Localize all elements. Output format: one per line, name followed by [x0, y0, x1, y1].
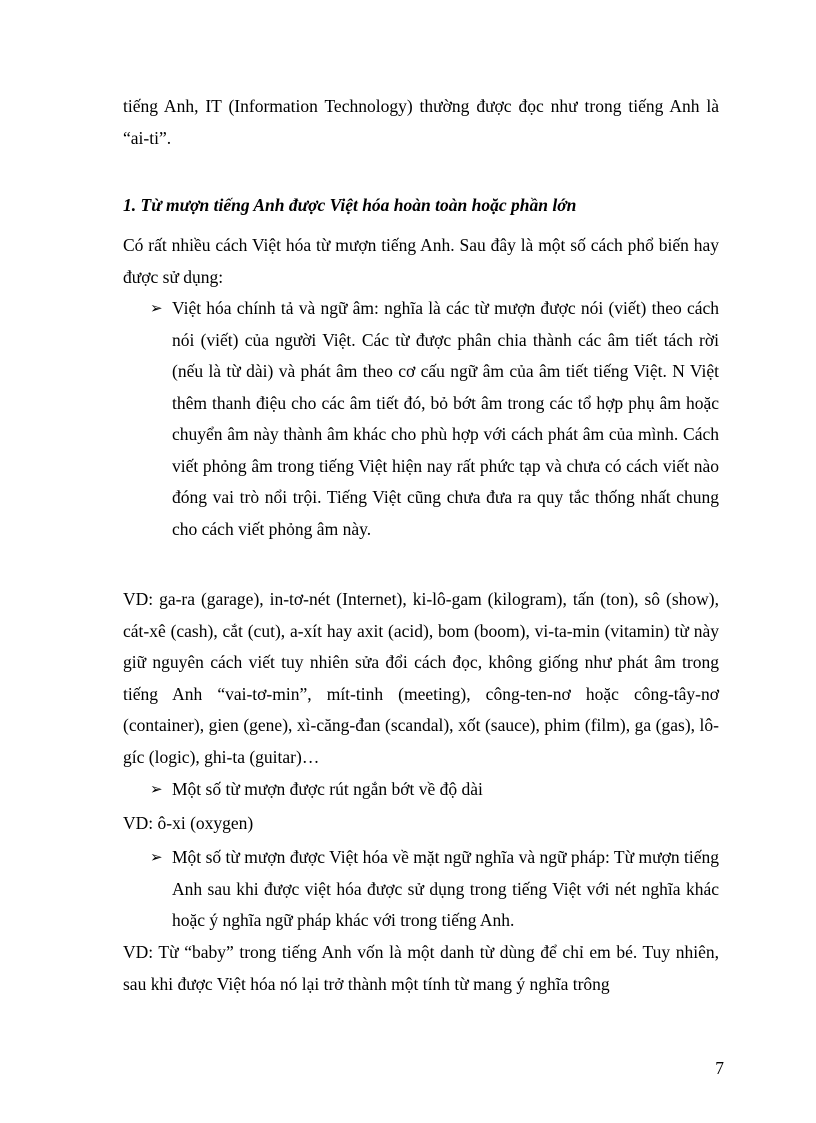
bullet-2-text: Một số từ mượn được rút ngắn bớt về độ dài — [172, 779, 483, 799]
page-number: 7 — [715, 1058, 724, 1078]
example-2-paragraph: VD: ô-xi (oxygen) — [123, 813, 254, 833]
bullet-item-3 — [150, 842, 719, 937]
bullet-item-1 — [150, 293, 719, 545]
section-heading: 1. Từ mượn tiếng Anh được Việt hóa hoàn toàn hoặc phần lớn — [123, 195, 577, 215]
bullet-item-2 — [150, 774, 719, 806]
bullet-arrow-icon: ➢ — [150, 299, 163, 317]
example-1-paragraph: VD: ga-ra (garage), in-tơ-nét (Internet), ki-lô-gam (kilogram), tấn (ton), sô (show), cát-xê (cash), cắt (cut), a-xít hay axit (acid), bom (boom), vi-ta-min (vitamin) từ này giữ nguyên cách viết tuy nhiên sửa đổi cách đọc, không giống như phát âm trong tiếng Anh “vai-tơ-min”, mít-tinh (meeting), công-ten-nơ hoặc công-tây-nơ (container), gien (gene), xì-căng-đan (scandal), xốt (sauce), phim (film), ga (gas), lô-gíc (logic), ghi-ta (guitar)… — [123, 589, 719, 767]
intro-paragraph: tiếng Anh, IT (Information Technology) thường được đọc như trong tiếng Anh là “ai-ti”. — [123, 96, 719, 148]
example-3-paragraph: VD: Từ “baby” trong tiếng Anh vốn là một danh từ dùng để chỉ em bé. Tuy nhiên, sau khi được Việt hóa nó lại trở thành một tính từ mang ý nghĩa trông — [123, 942, 719, 994]
section-intro-paragraph: Có rất nhiều cách Việt hóa từ mượn tiếng Anh. Sau đây là một số cách phổ biến hay được sử dụng: — [123, 235, 719, 287]
bullet-3-text: Một số từ mượn được Việt hóa về mặt ngữ nghĩa và ngữ pháp: Từ mượn tiếng Anh sau khi được việt hóa được sử dụng trong tiếng Việt với nét nghĩa khác hoặc ý nghĩa ngữ pháp khác với trong tiếng Anh. — [172, 847, 719, 930]
bullet-1-text: Việt hóa chính tả và ngữ âm: nghĩa là các từ mượn được nói (viết) theo cách nói (viết) của người Việt. Các từ được phân chia thành các âm tiết tách rời (nếu là từ dài) và phát âm theo cơ cấu ngữ âm của âm tiết tiếng Việt. N Việt thêm thanh điệu cho các âm tiết đó, bỏ bớt âm trong các tổ hợp phụ âm hoặc chuyển âm này thành âm khác cho phù hợp với cách phát âm của mình. Cách viết phỏng âm trong tiếng Việt hiện nay rất phức tạp và chưa có cách viết nào đóng vai trò nổi trội. Tiếng Việt cũng chưa đưa ra quy tắc thống nhất chung cho cách viết phỏng âm này. — [172, 298, 719, 539]
bullet-arrow-icon: ➢ — [150, 848, 163, 866]
bullet-arrow-icon: ➢ — [150, 780, 163, 798]
